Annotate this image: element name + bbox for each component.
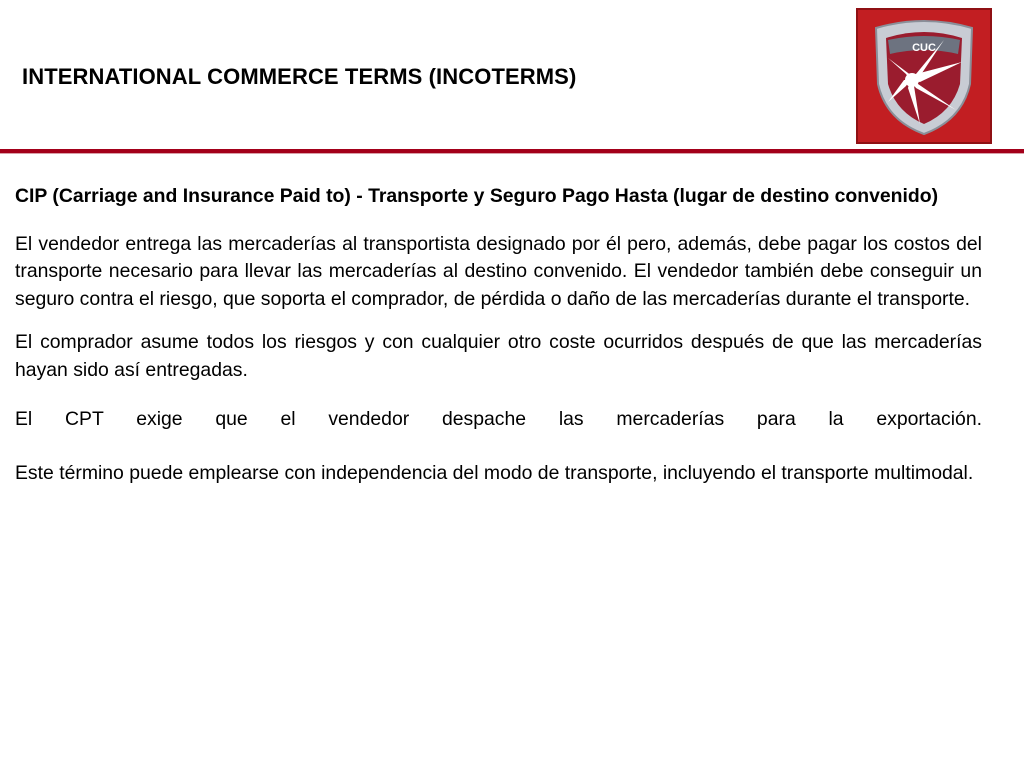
paragraph-seller-obligations: El vendedor entrega las mercaderías al transportista designado por él pero, además, debe pagar los costos del transporte necesario para llevar las mercaderías al destino convenido. El vendedor también debe conseguir un seguro contra el riesgo, que soporta el comprador, de pérdida o daño de las mercaderías durante el transporte. [15,232,982,310]
slide-title: INTERNATIONAL COMMERCE TERMS (INCOTERMS) [22,64,577,89]
shield-logo-icon [858,10,990,142]
paragraph-transport-mode: Este término puede emplearse con independencia del modo de transporte, incluyendo el transporte multimodal. [15,461,974,484]
paragraph-export-clearance: El CPT exige que el vendedor despache las mercaderías para la exportación. [15,408,982,430]
section-heading: CIP (Carriage and Insurance Paid to) - Transporte y Seguro Pago Hasta (lugar de destino convenido) [15,185,939,207]
logo-text: CUC [912,42,936,54]
slide-content [15,183,982,487]
cuc-logo [856,8,992,144]
paragraph-buyer-risks: El comprador asume todos los riesgos y con cualquier otro coste ocurridos después de que las mercaderías hayan sido así entregadas. [15,331,982,381]
header-divider-shadow [0,153,1024,154]
